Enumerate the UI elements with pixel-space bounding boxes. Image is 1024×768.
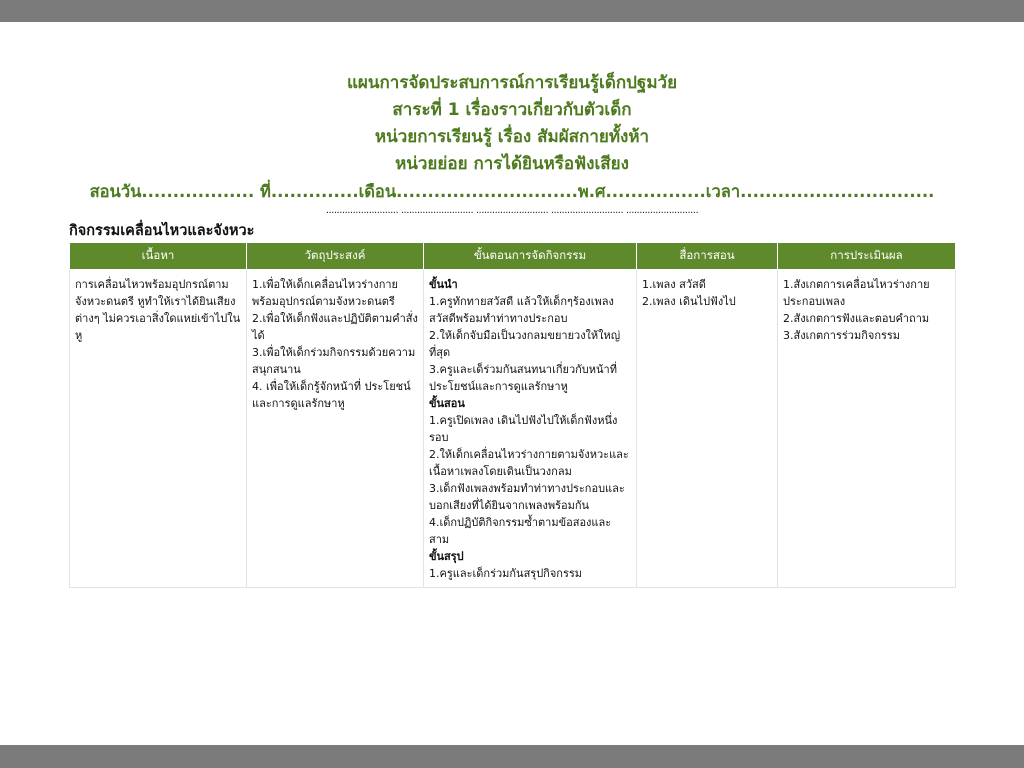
stage-teach-label: ขั้นสอน <box>429 397 465 410</box>
media-item: 1.เพลง สวัสดี <box>642 278 706 291</box>
evaluation-item: 3.สังเกตการร่วมกิจกรรม <box>783 329 901 342</box>
stage-intro-label: ขั้นนำ <box>429 278 458 291</box>
header-media: สื่อการสอน <box>637 243 778 270</box>
table-header-row <box>70 243 956 270</box>
steps-cell <box>424 270 637 588</box>
objectives-cell <box>247 270 424 588</box>
evaluation-cell <box>778 270 956 588</box>
header-evaluation: การประเมินผล <box>778 243 956 270</box>
evaluation-item: 2.สังเกตการฟังและตอบคำถาม <box>783 312 930 325</box>
stage-summary-label: ขั้นสรุป <box>429 550 464 563</box>
step-item: 2.ให้เด็กเคลื่อนไหวร่างกายตามจังหวะและเนื้อหาเพลงโดยเดินเป็นวงกลม <box>429 448 629 478</box>
step-item: 1.ครูเปิดเพลง เดินไปฟังไปให้เด็กฟังหนึ่งรอบ <box>429 414 618 444</box>
objective-item: 3.เพื่อให้เด็กร่วมกิจกรรมด้วยความสนุกสนาน <box>252 346 416 376</box>
content-text: การเคลื่อนไหวพร้อมอุปกรณ์ตามจังหวะดนตรี หูทำให้เราได้ยินเสียงต่างๆ ไม่ควรเอาสิ่งใดแหย่เข้าไปในหู <box>75 278 241 342</box>
dotted-fill-line: ........................... ........................... ........................... ........................... ........................... <box>325 205 699 216</box>
table-row <box>70 270 956 588</box>
objective-item: 1.เพื่อให้เด็กเคลื่อนไหวร่างกายพร้อมอุปกรณ์ตามจังหวะดนตรี <box>252 278 398 308</box>
step-item: 2.ให้เด็กจับมือเป็นวงกลมขยายวงให้ใหญ่ที่สุด <box>429 329 621 359</box>
header-steps: ขั้นตอนการจัดกิจกรรม <box>424 243 637 270</box>
step-item: 3.เด็กฟังเพลงพร้อมทำท่าทางประกอบและบอกเสียงที่ได้ยินจากเพลงพร้อมกัน <box>429 482 625 512</box>
evaluation-item: 1.สังเกตการเคลื่อนไหวร่างกายประกอบเพลง <box>783 278 930 308</box>
title-line-2: สาระที่ 1 เรื่องราวเกี่ยวกับตัวเด็ก <box>392 100 632 120</box>
title-line-1: แผนการจัดประสบการณ์การเรียนรู้เด็กปฐมวัย <box>346 73 678 93</box>
step-item: 3.ครูและเด็ร่วมกันสนทนาเกี่ยวกับหน้าที่ ประโยชน์และการดูแลรักษาหู <box>429 363 617 393</box>
plan-title <box>0 70 1024 205</box>
media-cell <box>637 270 778 588</box>
title-line-3: หน่วยการเรียนรู้ เรื่อง สัมผัสกายทั้งห้า <box>374 127 650 147</box>
step-item: 1.ครูและเด็กร่วมกันสรุปกิจกรรม <box>429 567 583 580</box>
header-objectives: วัตถุประสงค์ <box>247 243 424 270</box>
header-content: เนื้อหา <box>70 243 247 270</box>
viewer-bottom-bar <box>0 745 1024 768</box>
step-item: 4.เด็กปฏิบัติกิจกรรมซ้ำตามข้อสองและสาม <box>429 516 612 546</box>
content-cell <box>70 270 247 588</box>
section-heading: กิจกรรมเคลื่อนไหวและจังหวะ <box>69 223 255 239</box>
title-line-4: หน่วยย่อย การได้ยินหรือฟังเสียง <box>395 154 629 174</box>
title-line-5: สอนวัน.................. ที่..............เดือน.............................พ.ศ................เวลา............................... <box>89 182 935 201</box>
media-item: 2.เพลง เดินไปฟังไป <box>642 295 736 308</box>
step-item: 1.ครูทักทายสวัสดี แล้วให้เด็กๆร้องเพลงสวัสดีพร้อมทำท่าทางประกอบ <box>429 295 614 325</box>
objective-item: 4. เพื่อให้เด็กรู้จักหน้าที่ ประโยชน์และการดูแลรักษาหู <box>252 380 411 410</box>
lesson-plan-table <box>69 242 956 588</box>
objective-item: 2.เพื่อให้เด็กฟังและปฏิบัติตามคำสั่งได้ <box>252 312 418 342</box>
viewer-top-bar <box>0 0 1024 22</box>
